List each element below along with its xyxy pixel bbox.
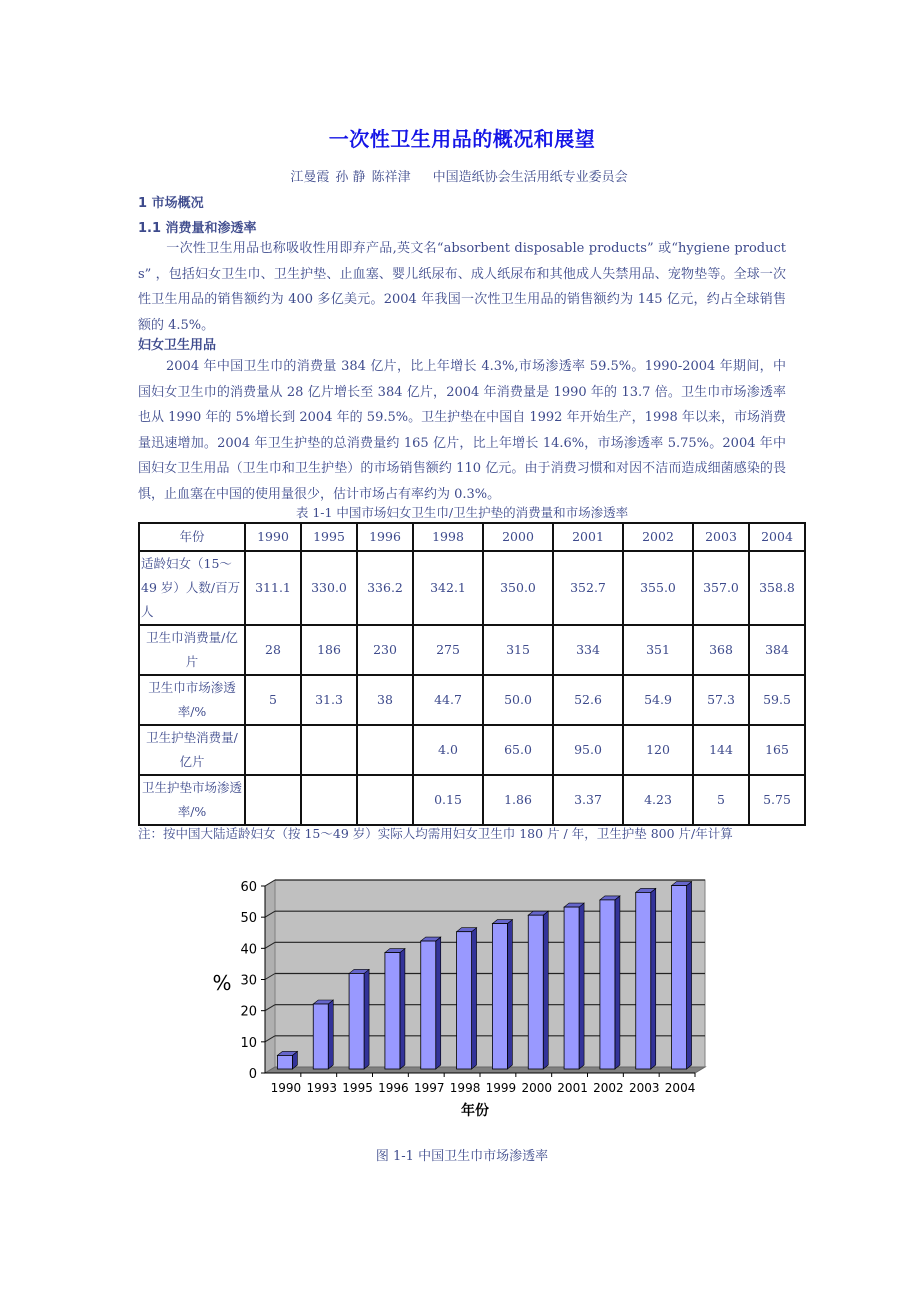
- table-caption: 表 1-1 中国市场妇女卫生巾/卫生护垫的消费量和市场渗透率: [295, 505, 629, 520]
- table-cell: 5: [245, 675, 301, 725]
- header-cell: 1995: [301, 523, 357, 551]
- author-name: 江曼霞: [290, 170, 330, 185]
- row-label: 卫生护垫消费量/亿片: [139, 725, 245, 775]
- table-row: [139, 551, 805, 625]
- row-label: 卫生护垫市场渗透率/%: [139, 775, 245, 825]
- figure-caption: 图 1-1 中国卫生巾市场渗透率: [375, 1149, 549, 1164]
- bar-chart-svg: [200, 870, 720, 1130]
- table-cell: 358.8: [749, 551, 805, 625]
- authors-line: [138, 166, 786, 185]
- table-cell: 54.9: [623, 675, 693, 725]
- svg-text:1990: 1990: [270, 1081, 302, 1095]
- table-cell: 5: [693, 775, 749, 825]
- table-cell: 28: [245, 625, 301, 675]
- svg-text:30: 30: [240, 973, 257, 989]
- header-cell: 1990: [245, 523, 301, 551]
- table-cell: 165: [749, 725, 805, 775]
- svg-text:1993: 1993: [306, 1081, 338, 1095]
- svg-text:1995: 1995: [342, 1081, 373, 1095]
- svg-text:40: 40: [240, 942, 257, 958]
- row-label: 适龄妇女（15～49 岁）人数/百万人: [139, 551, 245, 625]
- table-cell: 4.23: [623, 775, 693, 825]
- data-table: [138, 522, 806, 826]
- intro-paragraph: [138, 236, 786, 338]
- table-row: [139, 775, 805, 825]
- table-cell: 120: [623, 725, 693, 775]
- row-label: 卫生巾市场渗透率/%: [139, 675, 245, 725]
- table-cell: 384: [749, 625, 805, 675]
- table-cell: 5.75: [749, 775, 805, 825]
- table-cell: 95.0: [553, 725, 623, 775]
- table-cell: 230: [357, 625, 413, 675]
- table-cell: 275: [413, 625, 483, 675]
- table-cell: 355.0: [623, 551, 693, 625]
- svg-text:%: %: [212, 971, 232, 995]
- table-cell: 351: [623, 625, 693, 675]
- subsection-heading: 1.1 消费量和渗透率: [138, 221, 257, 236]
- table-cell: 50.0: [483, 675, 553, 725]
- table-cell: [357, 775, 413, 825]
- header-cell: 1998: [413, 523, 483, 551]
- feminine-paragraph: [138, 354, 786, 507]
- svg-text:2000: 2000: [521, 1081, 553, 1095]
- paragraph-text: 2004 年中国卫生巾的消费量 384 亿片，比上年增长 4.3%,市场渗透率 59.5%。1990-2004 年期间，中国妇女卫生巾的消费量从 28 亿片增长至 384 亿片，2004 年消费量是 1990 年的 13.7 倍。卫生巾市场渗透率也从 1990 年的 5%增长到 2004 年的 59.5%。卫生护垫在中国自 1992 年开始生产，1998 年以来，市场消费量迅速增加。2004 年卫生护垫的总消费量约 165 亿片，比上年增长 14.6%，市场渗透率 5.75%。2004 年中国妇女卫生用品（卫生巾和卫生护垫）的市场销售额约 110 亿元。由于消费习惯和对因不洁而造成细菌感染的畏惧，止血塞在中国的使用量很少，估计市场占有率约为 0.3%。: [138, 359, 786, 502]
- table-cell: 3.37: [553, 775, 623, 825]
- header-cell: 2001: [553, 523, 623, 551]
- author-name: 陈祥津: [371, 170, 411, 185]
- svg-text:50: 50: [240, 911, 257, 927]
- author-organization: 中国造纸协会生活用纸专业委员会: [432, 170, 628, 185]
- document-title: 一次性卫生用品的概况和展望: [328, 127, 596, 151]
- author-name: 孙 静: [335, 170, 366, 185]
- header-cell: 2003: [693, 523, 749, 551]
- section-heading: 1 市场概况: [138, 196, 204, 211]
- svg-text:10: 10: [240, 1035, 257, 1051]
- table-cell: 368: [693, 625, 749, 675]
- table-cell: 334: [553, 625, 623, 675]
- header-cell: 1996: [357, 523, 413, 551]
- svg-text:60: 60: [240, 880, 257, 895]
- table-cell: 357.0: [693, 551, 749, 625]
- feminine-heading: 妇女卫生用品: [138, 338, 217, 353]
- header-cell: 年份: [139, 523, 245, 551]
- table-cell: 31.3: [301, 675, 357, 725]
- table-cell: 342.1: [413, 551, 483, 625]
- table-cell: 330.0: [301, 551, 357, 625]
- row-label: 卫生巾消费量/亿片: [139, 625, 245, 675]
- table-cell: 144: [693, 725, 749, 775]
- svg-text:2004: 2004: [664, 1081, 696, 1095]
- table-note: 注：按中国大陆适龄妇女（按 15～49 岁）实际人均需用妇女卫生巾 180 片 / 年，卫生护垫 800 片/年计算: [138, 826, 733, 841]
- table-row: [139, 675, 805, 725]
- table-cell: 52.6: [553, 675, 623, 725]
- table-cell: 4.0: [413, 725, 483, 775]
- svg-text:1999: 1999: [485, 1081, 517, 1095]
- header-cell: 2004: [749, 523, 805, 551]
- table-cell: [301, 725, 357, 775]
- svg-text:2003: 2003: [628, 1081, 660, 1095]
- svg-text:20: 20: [240, 1004, 257, 1020]
- svg-text:2001: 2001: [557, 1081, 588, 1095]
- penetration-chart: [200, 870, 720, 1130]
- paragraph-text: 一次性卫生用品也称吸收性用即弃产品,英文名“absorbent disposable products” 或“hygiene products” ，包括妇女卫生巾、卫生护垫、止血塞、婴儿纸尿布、成人纸尿布和其他成人失禁用品、宠物垫等。全球一次性卫生用品的销售额约为 400 多亿美元。2004 年我国一次性卫生用品的销售额约为 145 亿元，约占全球销售额的 4.5%。: [138, 241, 786, 333]
- table-cell: 186: [301, 625, 357, 675]
- svg-text:2002: 2002: [593, 1081, 624, 1095]
- table-cell: [245, 725, 301, 775]
- table-cell: 44.7: [413, 675, 483, 725]
- table-cell: 336.2: [357, 551, 413, 625]
- table-cell: 0.15: [413, 775, 483, 825]
- table-cell: 1.86: [483, 775, 553, 825]
- table-cell: 350.0: [483, 551, 553, 625]
- table-cell: [357, 725, 413, 775]
- svg-text:1997: 1997: [413, 1081, 445, 1095]
- table-cell: 311.1: [245, 551, 301, 625]
- table-row: [139, 625, 805, 675]
- table-cell: 352.7: [553, 551, 623, 625]
- svg-text:1996: 1996: [378, 1081, 409, 1095]
- header-cell: 2000: [483, 523, 553, 551]
- table-cell: 65.0: [483, 725, 553, 775]
- svg-text:1998: 1998: [449, 1081, 481, 1095]
- table-cell: 59.5: [749, 675, 805, 725]
- table-cell: [245, 775, 301, 825]
- table-cell: 38: [357, 675, 413, 725]
- table-cell: [301, 775, 357, 825]
- svg-text:年份: 年份: [461, 1103, 489, 1119]
- table-row: [139, 725, 805, 775]
- table-cell: 57.3: [693, 675, 749, 725]
- header-cell: 2002: [623, 523, 693, 551]
- table-cell: 315: [483, 625, 553, 675]
- table-header-row: [139, 523, 805, 551]
- svg-text:0: 0: [248, 1067, 257, 1082]
